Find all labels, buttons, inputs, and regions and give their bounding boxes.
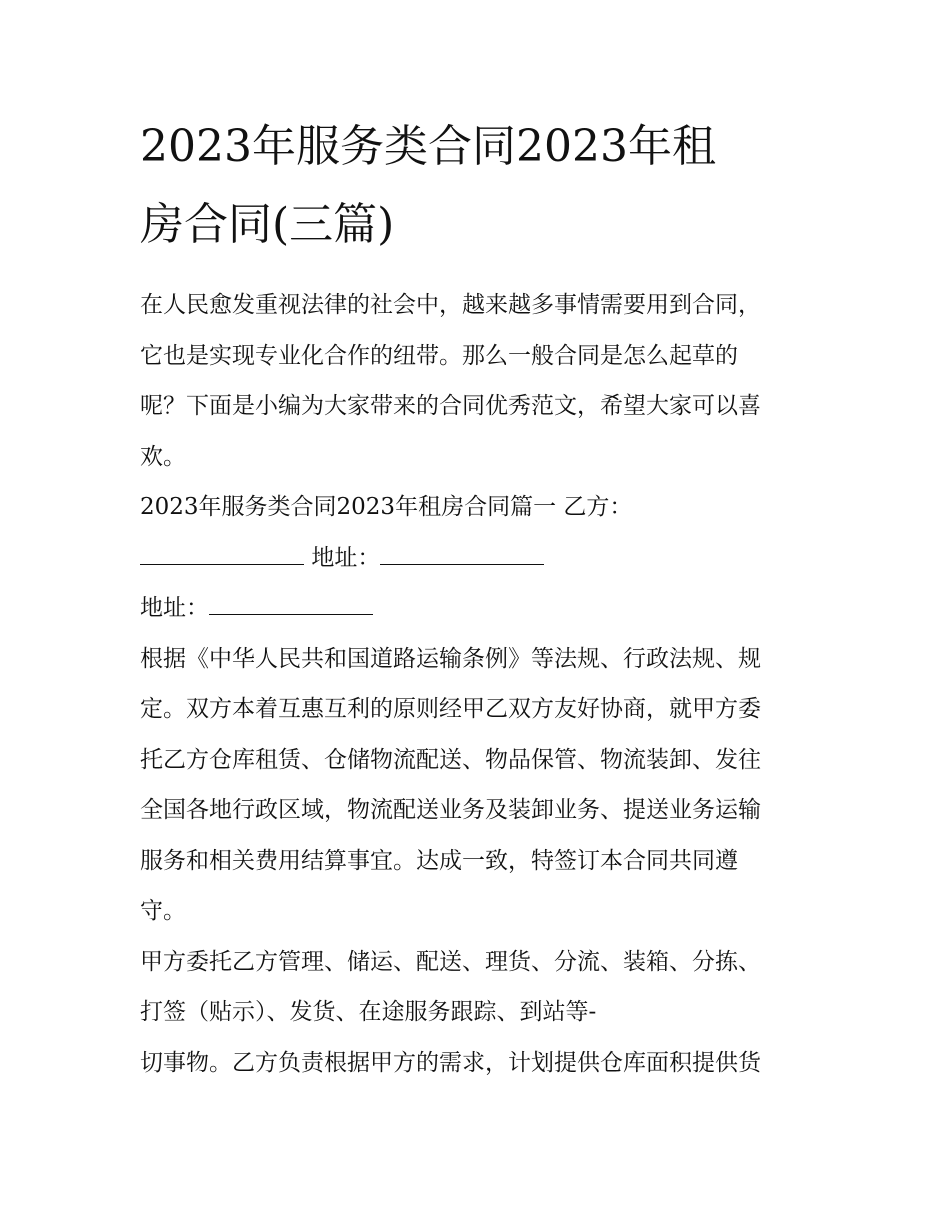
document-page (140, 108, 820, 1088)
address-label: 地址： (140, 595, 209, 621)
regulation-line: 全国各地行政区域，物流配送业务及装卸业务、提送业务运输 (140, 797, 761, 823)
entrust-paragraph (140, 937, 820, 1089)
document-title (140, 108, 820, 264)
address-blank (209, 592, 373, 615)
regulation-line: 托乙方仓库租赁、仓储物流配送、物品保管、物流装卸、发往 (140, 746, 761, 773)
address-blank (380, 542, 544, 565)
intro-line: 欢。 (140, 443, 186, 470)
entrust-line: 甲方委托乙方管理、储运、配送、理货、分流、装箱、分拣、 (140, 948, 761, 975)
party-b-line (140, 533, 820, 584)
regulation-line: 守。 (140, 898, 186, 924)
regulation-line: 定。双方本着互惠互利的原则经甲乙双方友好协商，就甲方委 (140, 696, 761, 722)
address-label: 地址： (311, 544, 381, 571)
section-heading (140, 482, 820, 533)
document-body (140, 280, 820, 1088)
intro-line: 在人民愈发重视法律的社会中，越来越多事情需要用到合同， (140, 292, 761, 318)
address-line (140, 583, 820, 634)
title-line-2: 房合同(三篇) (140, 199, 395, 250)
regulation-line: 服务和相关费用结算事宜。达成一致，特签订本合同共同遵 (140, 847, 738, 874)
party-b-name-blank (140, 542, 304, 565)
party-b-fields (140, 533, 820, 634)
entrust-line: 切事物。乙方负责根据甲方的需求，计划提供仓库面积提供货 (140, 1049, 761, 1076)
entrust-line: 打签（贴示）、发货、在途服务跟踪、到站等- (140, 999, 597, 1025)
intro-line: 它也是实现专业化合作的纽带。那么一般合同是怎么起草的 (140, 342, 738, 369)
intro-line: 呢？下面是小编为大家带来的合同优秀范文，希望大家可以喜 (140, 393, 761, 419)
section-heading-text: 2023年服务类合同2023年租房合同篇一 乙方： (140, 494, 633, 520)
intro-paragraph (140, 280, 820, 482)
regulation-paragraph (140, 634, 820, 937)
title-line-1: 2023年服务类合同2023年租 (140, 121, 716, 172)
regulation-line: 根据《中华人民共和国道路运输条例》等法规、行政法规、规 (140, 645, 761, 672)
